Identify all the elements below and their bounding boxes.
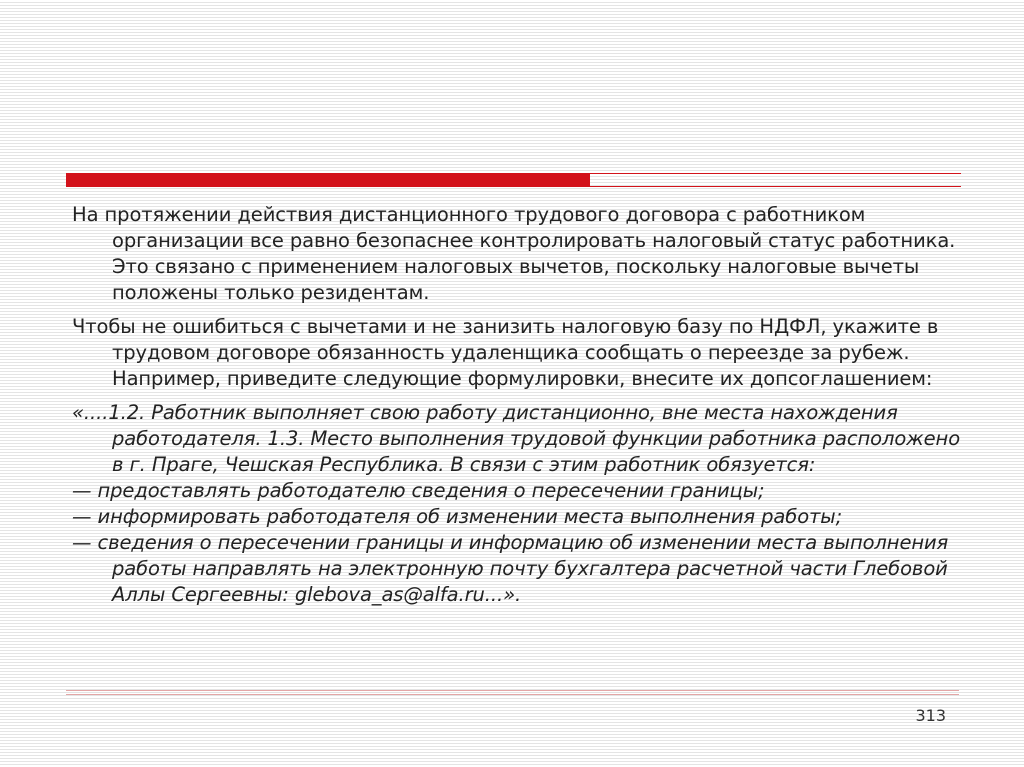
contract-quote [72,400,962,608]
footer-divider [66,690,959,695]
paragraph-tax-status: На протяжении действия дистанционного трудового договора с работником организации все равно безопаснее контролировать налоговый статус работника. Это связано с применением налоговых вычетов, поскольку налоговые вычеты положены только резидентам. [72,203,956,304]
quote-item-workplace-change: — информировать работодателя об изменении места выполнения работы; [72,505,843,528]
slide-body [72,202,962,616]
quote-intro: «....1.2. Работник выполняет свою работу дистанционно, вне места нахождения работодателя. 1.3. Место выполнения трудовой функции работника расположено в г. Праге, Чешская Республика. В связи с этим работник обязуется: [72,401,961,476]
header-red-bar [66,173,590,187]
quote-item-email: — сведения о пересечении границы и информацию об изменении места выполнения работы направлять на электронную почту бухгалтера расчетной части Глебовой Аллы Сергеевны: glebova_as@alfa.ru...». [72,531,949,606]
header-thin-line-bottom [590,186,961,187]
header-thin-line-top [590,173,961,174]
page-number: 313 [915,706,946,725]
paragraph-deductions: Чтобы не ошибиться с вычетами и не занизить налоговую базу по НДФЛ, укажите в трудовом договоре обязанность удаленщика сообщать о переезде за рубеж. Например, приведите следующие формулировки, внесите их допсоглашением: [72,315,939,390]
header-divider [66,173,961,187]
quote-item-border-crossing: — предоставлять работодателю сведения о пересечении границы; [72,479,765,502]
